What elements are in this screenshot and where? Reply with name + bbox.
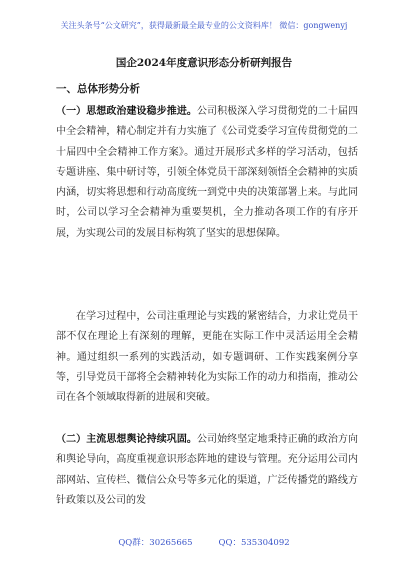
paragraph-3 [56, 430, 358, 511]
paragraph-1 [56, 102, 358, 244]
footer-contact [0, 536, 408, 548]
paragraph-3-body: 公司始终坚定地秉持正确的政治方向和舆论导向，高度重视意识形态阵地的建设与管理。充分运用公司内部网站、宣传栏、微信公众号等多元化的渠道，广泛传播党的路线方针政策以及公司的发 [56, 434, 359, 506]
paragraph-2-body: 在学习过程中，公司注重理论与实践的紧密结合，力求让党员干部不仅在理论上有深刻的理解，更能在实际工作中灵活运用全会精神。通过组织一系列的实践活动，如专题调研、工作实践案例分享等，引导党员干部将全会精神转化为实际工作的动力和指南，推动公司在各个领域取得新的进展和突破。 [56, 311, 358, 404]
paragraph-1-lead: （一）思想政治建设稳步推进。 [56, 106, 197, 117]
document-title: 国企2024年度意识形态分析研判报告 [115, 57, 293, 69]
paragraph-2 [56, 307, 358, 408]
paragraph-3-lead: （二）主流思想舆论持续巩固。 [56, 434, 197, 445]
footer-qq-group: QQ群：30265665 [118, 538, 193, 548]
paragraph-1-body: 公司积极深入学习贯彻党的二十届四中全会精神，精心制定并有力实施了《公司党委学习宣传贯彻党的二十届四中全会精神工作方案》。通过开展形式多样的学习活动，包括专题讲座、集中研讨等，引领全体党员干部深刻领悟全会精神的实质内涵，切实将思想和行动高度统一到党中央的决策部署上来。与此同时，公司以学习全会精神为重要契机，全力推动各项工作的有序开展，为实现公司的发展目标构筑了坚实的思想保障。 [56, 106, 359, 239]
section-heading: 一、总体形势分析 [56, 83, 140, 95]
footer-qq: QQ：535304092 [218, 538, 290, 548]
promo-banner: 关注头条号“公文研究”，获得最新最全最专业的公文资料库！ 微信：gongwenyj [60, 21, 348, 30]
